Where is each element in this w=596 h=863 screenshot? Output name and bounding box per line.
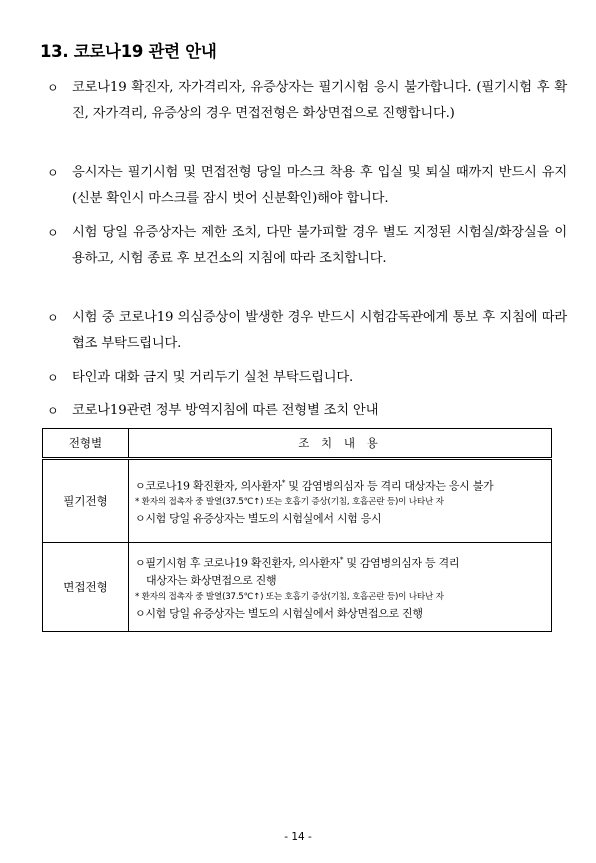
content-text: ㅇ코로나19 확진환자, 의사환자 (135, 479, 282, 493)
footnote: * 환자의 접촉자 중 발열(37.5℃↑) 또는 호흡기 증상(기침, 호흡곤란 등)이 나타난 자 (135, 497, 444, 508)
footnote-mark: * (339, 556, 344, 565)
footnote-mark: * (281, 478, 286, 487)
row-type: 면접전형 (43, 543, 129, 632)
bullet-text: 시험 당일 유증상자는 제한 조치, 다만 불가피할 경우 별도 지정된 시험실/화장실을 이용하고, 시험 종료 후 보건소의 지침에 따라 조치합니다. (72, 225, 567, 266)
table-row (43, 459, 552, 543)
content-text: 및 감염병의심자 등 격리 (343, 556, 460, 570)
section-heading: 13. 코로나19 관련 안내 (40, 42, 217, 61)
bullet-text: 코로나19관련 정부 방역지침에 따른 전형별 조치 안내 (72, 403, 379, 418)
bullet-text: 타인과 대화 금지 및 거리두기 실천 부탁드립니다. (72, 370, 354, 385)
header-content: 조 치 내 용 (129, 429, 552, 459)
row-content (129, 543, 552, 632)
table-row (43, 543, 552, 632)
page-number: - 14 - (284, 831, 312, 843)
bullet-item (47, 365, 567, 391)
bullet-item (47, 160, 567, 212)
bullet-text: 응시자는 필기시험 및 면접전형 당일 마스크 착용 후 입실 및 퇴실 때까지 반드시 유지(신분 확인시 마스크를 잠시 벗어 신분확인)해야 합니다. (72, 165, 567, 206)
content-text: 및 감염병의심자 등 격리 대상자는 응시 불가 (285, 479, 494, 493)
bullet-marker: ㅇ (47, 404, 59, 418)
measures-table (42, 428, 552, 632)
bullet-marker: ㅇ (47, 226, 59, 240)
content-text: ㅇ필기시험 후 코로나19 확진환자, 의사환자 (135, 556, 340, 570)
bullet-marker: ㅇ (47, 371, 59, 385)
bullet-text: 시험 중 코로나19 의심증상이 발생한 경우 반드시 시험감독관에게 통보 후 지침에 따라 협조 부탁드립니다. (72, 310, 567, 351)
bullet-marker: ㅇ (47, 81, 59, 95)
content-line (135, 552, 545, 572)
content-line: ㅇ시험 당일 유증상자는 별도의 시험실에서 화상면접으로 진행 (135, 606, 423, 620)
bullet-item (47, 75, 567, 127)
bullet-item (47, 220, 567, 272)
bullet-marker: ㅇ (47, 166, 59, 180)
bullet-text: 코로나19 확진자, 자가격리자, 유증상자는 필기시험 응시 불가합니다. (필기시험 후 확진, 자가격리, 유증상의 경우 면접전형은 화상면접으로 진행합니다.) (72, 80, 567, 121)
bullet-marker: ㅇ (47, 311, 59, 325)
content-line: ㅇ시험 당일 유증상자는 별도의 시험실에서 시험 응시 (135, 512, 382, 526)
row-content (129, 459, 552, 543)
bullet-item (47, 398, 567, 424)
footnote: * 환자의 접촉자 중 발열(37.5℃↑) 또는 호흡기 증상(기침, 호흡곤란 등)이 나타난 자 (135, 591, 444, 602)
table-header-row (43, 429, 552, 459)
header-type: 전형별 (43, 429, 129, 459)
content-line (135, 475, 545, 495)
row-type: 필기전형 (43, 459, 129, 543)
content-line: 대상자는 화상면접으로 진행 (146, 573, 277, 587)
bullet-item (47, 305, 567, 357)
